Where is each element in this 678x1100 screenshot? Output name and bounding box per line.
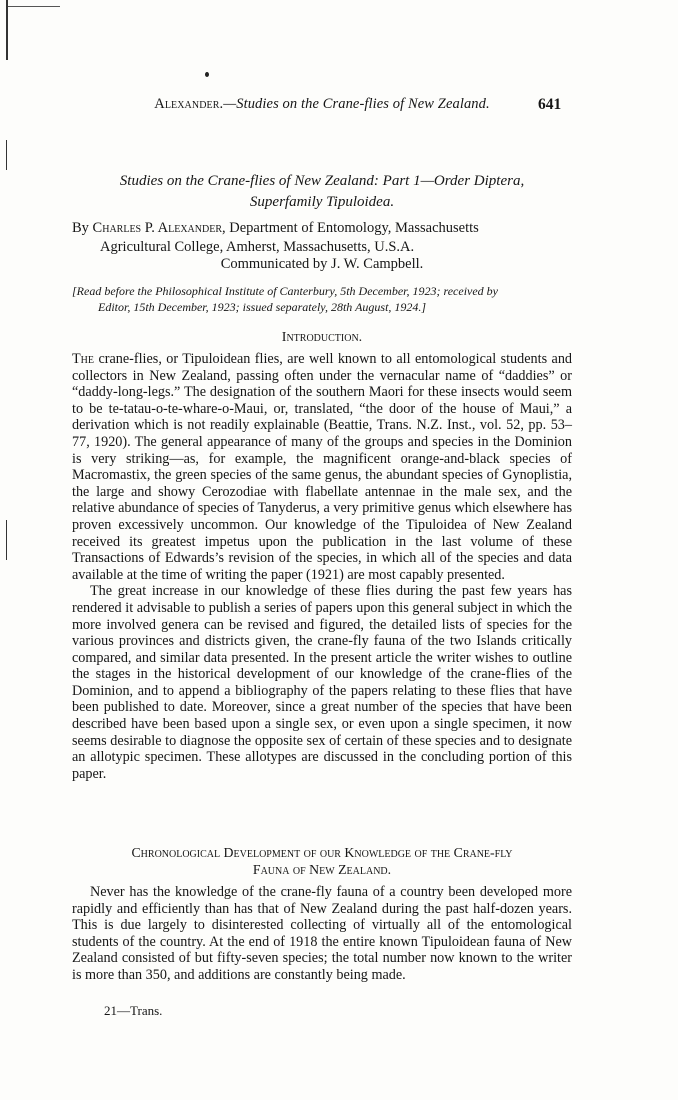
introduction-body [72, 351, 572, 782]
running-head [72, 96, 572, 113]
paper-title-line: Superfamily Tipuloidea. [249, 194, 395, 210]
scan-edge-mark [6, 0, 8, 60]
read-note-line: Editor, 15th December, 1923; issued separately, 28th August, 1924.] [98, 300, 427, 314]
running-head-author: Alexander. [154, 96, 224, 112]
introduction-paragraph-1 [72, 351, 572, 583]
byline [72, 219, 572, 257]
chronological-body [72, 884, 572, 984]
byline-by: By [72, 220, 89, 236]
author-affiliation: , Department of Entomology, Massachusetts [222, 220, 479, 236]
introduction-paragraph-2: The great increase in our knowledge of these flies during the past few years has rendered it advisable to publish a series of papers upon this general subject in which the more involved genera can be revised and figured, the detailed lists of species for the various provinces and districts given, the crane-fly fauna of the two Islands critically compared, and similar data presented. In the present article the writer wishes to outline the stages in the historical development of our knowledge of the crane-flies of the Dominion, and to append a bibliography of the papers relating to these flies that have been published to date. Moreover, since a great number of the species that have been described have been based upon a single sex, or even upon a single specimen, it now seems desirable to diagnose the opposite sex of certain of these species and to designate an allotypic specimen. These allotypes are discussed in the concluding portion of this paper. [72, 583, 572, 782]
paragraph-text: crane-flies, or Tipuloidean flies, are well known to all entomological students and collectors in New Zealand, passing often under the vernacular name of “daddies” or “daddy-long-legs.” The designation of the southern Maori for these insects would seem to be te-tatau-o-te-whare-o-Maui, or, translated, “the door of the house of Maui,” a derivation which is not readily explainable (Beattie, Trans. N.Z. Inst., vol. 52, pp. 53–77, 1920). The general appearance of many of the groups and species in the Dominion is very striking—as, for example, the magnificent orange-and-black species of Macromastix, the green species of the same genus, the abundant species of Gynoplistia, the large and showy Cerozodiae with flabellate antennae in the male sex, and the relative abundance of species of Tanyderus, a very primitive genus which elsewhere has proven excessively uncommon. Our knowledge of the Tipuloidea of New Zealand received its greatest impetus upon the publication in the last volume of these Transactions of Edwards’s revision of the species, in which all of the species and data available at the time of writing the paper (1921) are most capably presented. [72, 351, 573, 583]
communicated-by: Communicated by J. W. Campbell. [220, 256, 424, 272]
paper-title [72, 171, 572, 213]
scan-edge-mark [6, 520, 7, 560]
author-name: Charles P. Alexander [92, 220, 222, 236]
scan-speck [205, 72, 209, 77]
introduction-heading: Introduction. [281, 330, 363, 345]
page-number: 641 [538, 96, 562, 113]
chronological-paragraph-1: Never has the knowledge of the crane-fly fauna of a country been developed more rapidly and efficiently than has that of New Zealand during the past half-dozen years. This is due largely to disinterested collecting of virtually all of the entomological students of the country. At the end of 1918 the entire known Tipuloidean fauna of New Zealand consisted of but fifty-seven species; the total number now known to the writer is more than 350, and additions are constantly being made. [72, 884, 572, 983]
scan-edge-mark [6, 140, 7, 170]
running-head-title: —Studies on the Crane-flies of New Zealand. [223, 96, 490, 112]
signature-mark: 21—Trans. [104, 1003, 163, 1018]
paper-title-line: Studies on the Crane-flies of New Zealand: Part 1—Order Diptera, [119, 173, 525, 189]
read-note-line: [Read before the Philosophical Institute of Canterbury, 5th December, 1923; received by [72, 284, 499, 298]
read-note [72, 283, 572, 315]
scan-rule [8, 6, 60, 7]
chronological-heading-line: Fauna of New Zealand. [252, 862, 392, 877]
paragraph-lead: The [72, 351, 94, 367]
author-affiliation-cont: Agricultural College, Amherst, Massachusetts, U.S.A. [100, 239, 415, 255]
chronological-heading-line: Chronological Development of our Knowledge of the Crane-fly [131, 845, 513, 860]
chronological-heading [72, 844, 572, 878]
